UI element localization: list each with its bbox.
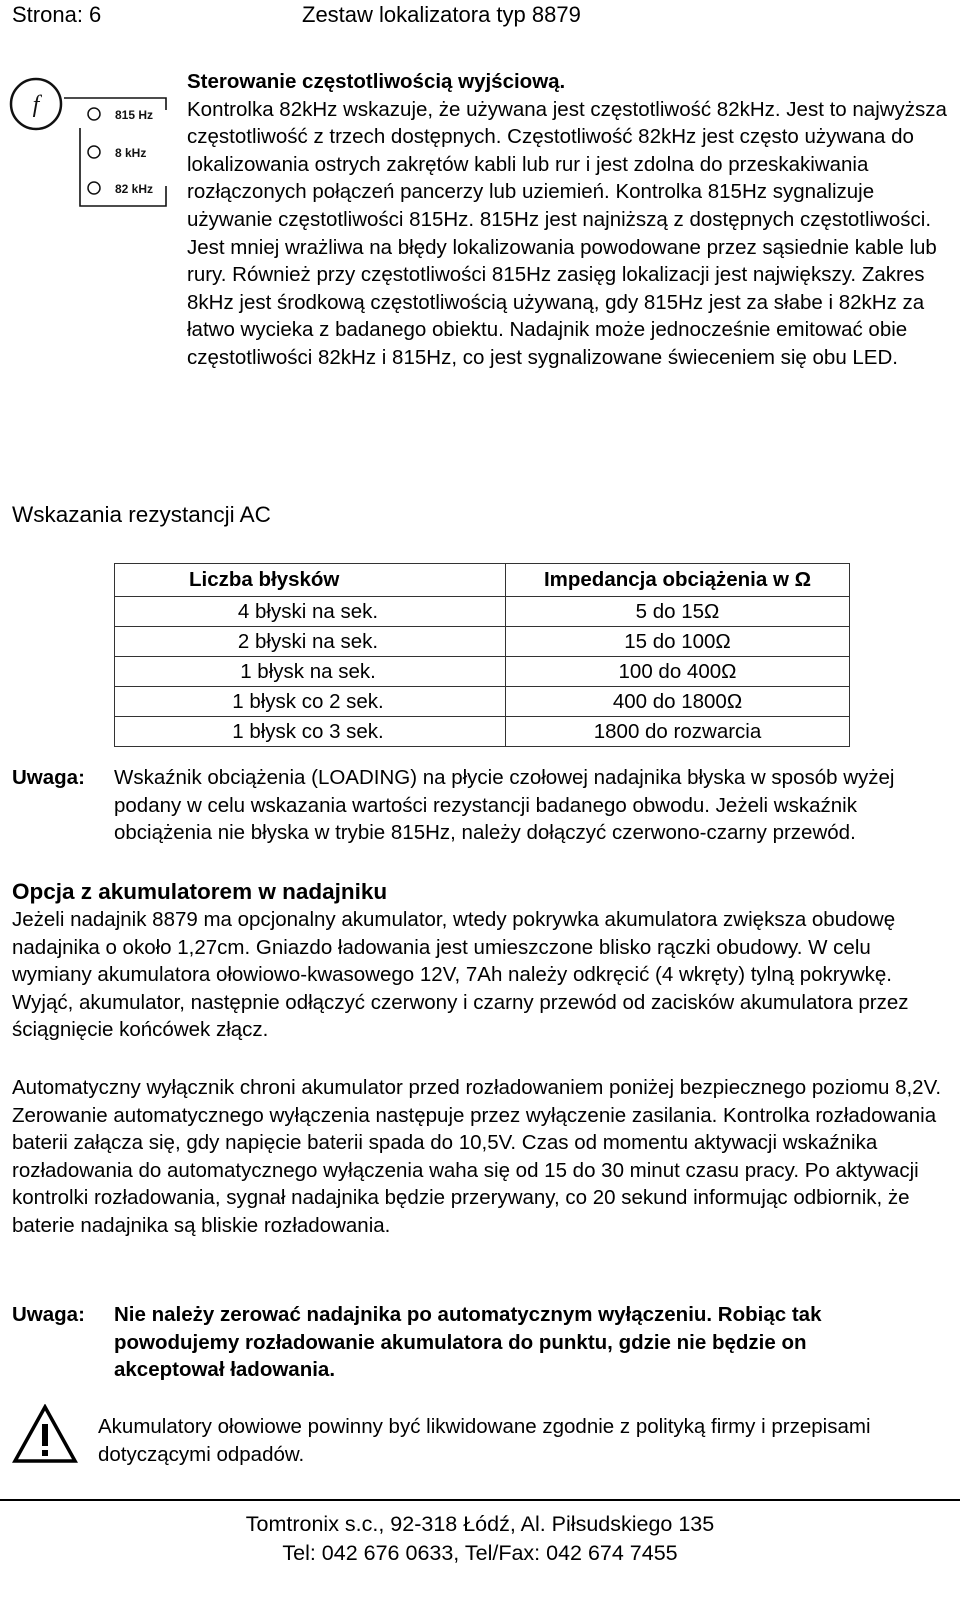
battery-disposal-warning: Akumulatory ołowiowe powinny być likwidowane zgodnie z polityką firmy i przepisami dotyczącymi odpadów. [98,1415,871,1466]
frequency-section-body: Kontrolka 82kHz wskazuje, że używana jest częstotliwość 82kHz. Jest to najwyższa częstotliwość z trzech dostępnych. Częstotliwość 82kHz jest często używana do lokalizowania ostrych zakrętów kabli lub rur i jest zdolna do przeskakiwania rozłączonych połączeń pancerzy lub uziemień. Kontrolka 815Hz sygnalizuje używanie częstotliwości 815Hz. 815Hz jest najniższą z dostępnych częstotliwości. Jest mniej wrażliwa na błędy lokalizowania powodowane przez sąsiednie kable lub rury. Również przy częstotliwości 815Hz zasięg lokalizacji jest największy. Zakres 8kHz jest środkową częstotliwością używaną, gdy 815Hz jest za słabe i 82kHz za łatwo wycieka z badanego obiektu. Nadajnik może jednocześnie emitować obie częstotliwości 82kHz i 815Hz, co jest sygnalizowane świeceniem się obu LED. [187,97,947,369]
table-cell-impedance: 100 do 400Ω [506,657,850,687]
led-815hz-icon [88,108,100,120]
frequency-section-title: Sterowanie częstotliwością wyjściową. [187,70,566,93]
led-label-815hz: 815 Hz [115,108,154,122]
led-label-82khz: 82 kHz [115,182,154,196]
battery-paragraph-2: Automatyczny wyłącznik chroni akumulator przed rozładowaniem poniżej bezpiecznego poziomu 8,2V. Zerowanie automatycznego wyłączenia następuje przez wyłączenie zasilania. Kontrolka rozładowania baterii załącza się, gdy napięcie baterii spada do 10,5V. Czas od momentu aktywacji wskaźnika rozładowania do automatycznego wyłączenia waha się od 15 do 30 minut czasu pracy. Po aktywacji kontrolki rozładowania, sygnał nadajnika będzie przerywany, co 20 sekund informując odbiornik, że baterie nadajnika są bliskie rozładowania. [12,1076,942,1237]
table-row [115,657,850,687]
note-warning-text: Nie należy zerować nadajnika po automatycznym wyłączeniu. Robiąc tak powodujemy rozładowanie akumulatora do punktu, gdzie nie będzie on akceptował ładowania. [114,1303,822,1382]
table-row [115,597,850,627]
table-cell-flashes: 4 błyski na sek. [115,597,506,627]
footer [0,1510,960,1568]
footer-divider [0,1499,960,1501]
battery-paragraph-1: Jeżeli nadajnik 8879 ma opcjonalny akumulator, wtedy pokrywka akumulatora zwiększa obudowę nadajnika o około 1,27cm. Gniazdo ładowania jest umieszczone blisko rączki obudowy. W celu wymiany akumulatora ołowiowo-kwasowego 12V, 7Ah należy odkręcić (4 wkręty) tylną pokrywkę. Wyjąć, akumulator, następnie odłączyć czerwony i czarny przewód od zacisków akumulatora przez ściągnięcie końcówek złącz. [12,908,909,1042]
column-header-flashes: Liczba błysków [115,564,506,597]
led-label-8khz: 8 kHz [115,146,147,160]
frequency-panel-drawing [6,74,174,210]
page-number: Strona: 6 [12,2,102,27]
frequency-section [187,68,947,372]
footer-address: Tomtronix s.c., 92-318 Łódź, Al. Piłsudskiego 135 [245,1512,715,1536]
note-text: Wskaźnik obciążenia (LOADING) na płycie czołowej nadajnika błyska w sposób wyżej podany w celu wskazania wartości rezystancji badanego obwodu. Jeżeli wskaźnik obciążenia nie błyska w trybie 815Hz, należy dołączyć czerwono-czarny przewód. [114,766,895,845]
resistance-table [114,563,850,747]
note-label: Uwaga: [12,1303,85,1326]
footer-phone: Tel: 042 676 0633, Tel/Fax: 042 674 7455 [282,1541,678,1565]
table-cell-impedance: 5 do 15Ω [506,597,850,627]
note-label: Uwaga: [12,766,85,789]
resistance-section-title: Wskazania rezystancji AC [12,502,271,527]
column-header-impedance: Impedancja obciążenia w Ω [506,564,850,597]
table-cell-impedance: 15 do 100Ω [506,627,850,657]
table-cell-impedance: 400 do 1800Ω [506,687,850,717]
table-cell-flashes: 2 błyski na sek. [115,627,506,657]
warning-triangle-icon [12,1404,78,1464]
led-82khz-icon [88,182,100,194]
led-8khz-icon [88,146,100,158]
document-title: Zestaw lokalizatora typ 8879 [302,2,581,27]
table-header-row [115,564,850,597]
table-row [115,627,850,657]
table-cell-impedance: 1800 do rozwarcia [506,717,850,747]
function-symbol: f [32,92,40,118]
frequency-panel-illustration [6,74,174,210]
table-cell-flashes: 1 błysk co 3 sek. [115,717,506,747]
table-row [115,687,850,717]
battery-section-title: Opcja z akumulatorem w nadajniku [12,879,388,904]
table-cell-flashes: 1 błysk co 2 sek. [115,687,506,717]
table-cell-flashes: 1 błysk na sek. [115,657,506,687]
table-row [115,717,850,747]
